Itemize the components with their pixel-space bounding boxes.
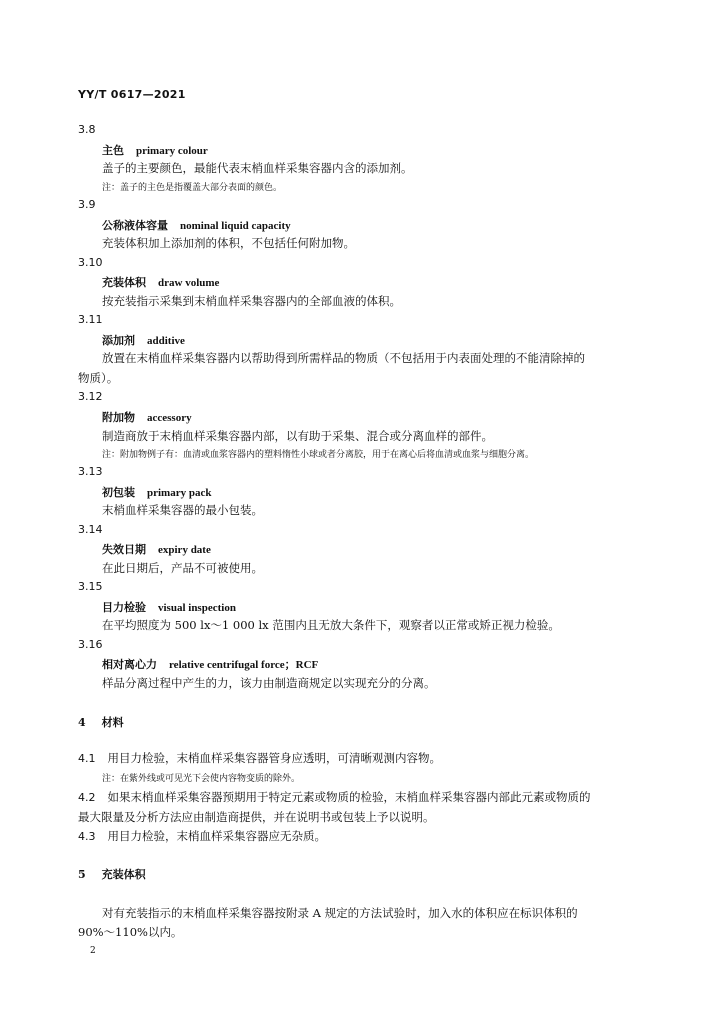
term-zh: 失效日期: [102, 543, 146, 556]
term-title: [102, 541, 211, 557]
term-en: visual inspection: [158, 602, 236, 614]
term-en: draw volume: [158, 277, 220, 289]
clause-text-line2: 最大限量及分析方法应由制造商提供，并在说明书或包装上予以说明。: [78, 810, 435, 824]
term-zh: 公称液体容量: [102, 219, 168, 232]
term-zh: 初包装: [102, 486, 135, 499]
term-number: 3.15: [78, 580, 103, 593]
standard-code-header: YY/T 0617—2021: [78, 88, 186, 101]
section-number: 5: [78, 868, 86, 881]
term-title: [102, 217, 291, 233]
term-definition: 盖子的主要颜色，最能代表末梢血样采集容器内含的添加剂。: [102, 161, 413, 175]
clause-text: 用目力检验，末梢血样采集容器管身应透明，可清晰观测内容物。: [107, 751, 441, 765]
term-title: [102, 274, 219, 290]
term-zh: 主色: [102, 144, 124, 157]
clause-note: 注：在紫外线或可见光下会使内容物变质的除外。: [102, 774, 301, 784]
term-note: 注：附加物例子有：血清或血浆容器内的塑料惰性小球或者分离胶，用于在离心后将血清或血浆与细胞分离。: [102, 450, 535, 460]
term-en: expiry date: [158, 544, 211, 556]
clause-number: 4.1: [78, 752, 96, 765]
section-number: 4: [78, 716, 86, 729]
term-en: primary colour: [136, 145, 208, 157]
term-number: 3.13: [78, 465, 103, 478]
term-zh: 目力检验: [102, 601, 146, 614]
term-number: 3.10: [78, 256, 103, 269]
term-en: accessory: [147, 412, 192, 424]
term-definition: 末梢血样采集容器的最小包装。: [102, 503, 263, 517]
section-heading: [78, 714, 124, 730]
term-number: 3.14: [78, 523, 103, 536]
section-paragraph-line2: 90%～110%以内。: [78, 925, 183, 939]
term-definition-line1: 放置在末梢血样采集容器内以帮助得到所需样品的物质（不包括用于内表面处理的不能清除掉的: [102, 351, 585, 365]
term-en: primary pack: [147, 487, 212, 499]
term-title: [102, 142, 208, 158]
term-number: 3.16: [78, 638, 103, 651]
term-definition: 制造商放于末梢血样采集容器内部，以有助于采集、混合或分离血样的部件。: [102, 429, 493, 443]
clause-4-2: [78, 789, 591, 805]
clause-number: 4.2: [78, 791, 96, 804]
term-title: [102, 599, 236, 615]
clause-4-3: [78, 828, 326, 844]
term-en: nominal liquid capacity: [180, 220, 291, 232]
term-title: [102, 484, 211, 500]
term-en: additive: [147, 335, 185, 347]
clause-number: 4.3: [78, 830, 96, 843]
term-note: 注：盖子的主色是指覆盖大部分表面的颜色。: [102, 183, 283, 193]
section-title: 材料: [101, 716, 124, 729]
section-paragraph-line1: 对有充装指示的末梢血样采集容器按附录 A 规定的方法试验时，加入水的体积应在标识体积的: [102, 906, 578, 920]
clause-text: 用目力检验，末梢血样采集容器应无杂质。: [107, 829, 326, 843]
term-definition: 在平均照度为 500 lx～1 000 lx 范围内且无放大条件下，观察者以正常或矫正视力检验。: [102, 618, 560, 632]
term-definition-line2: 物质）。: [78, 371, 119, 385]
term-title: [102, 332, 185, 348]
term-title: [102, 656, 318, 672]
term-number: 3.12: [78, 390, 103, 403]
page-number: 2: [90, 946, 96, 956]
section-title: 充装体积: [101, 868, 146, 881]
term-en: relative centrifugal force；RCF: [169, 659, 319, 671]
term-number: 3.8: [78, 123, 96, 136]
term-zh: 充装体积: [102, 276, 146, 289]
clause-text-line1: 如果末梢血样采集容器预期用于特定元素或物质的检验，末梢血样采集容器内部此元素或物质的: [107, 790, 591, 804]
term-definition: 充装体积加上添加剂的体积，不包括任何附加物。: [102, 236, 355, 250]
term-zh: 附加物: [102, 411, 135, 424]
term-definition: 按充装指示采集到末梢血样采集容器内的全部血液的体积。: [102, 294, 401, 308]
section-heading: [78, 866, 146, 882]
term-title: [102, 409, 192, 425]
term-number: 3.9: [78, 198, 96, 211]
term-definition: 在此日期后，产品不可被使用。: [102, 561, 263, 575]
term-definition: 样品分离过程中产生的力，该力由制造商规定以实现充分的分离。: [102, 676, 436, 690]
term-zh: 相对离心力: [102, 658, 157, 671]
clause-4-1: [78, 750, 441, 766]
term-zh: 添加剂: [102, 334, 135, 347]
term-number: 3.11: [78, 313, 103, 326]
